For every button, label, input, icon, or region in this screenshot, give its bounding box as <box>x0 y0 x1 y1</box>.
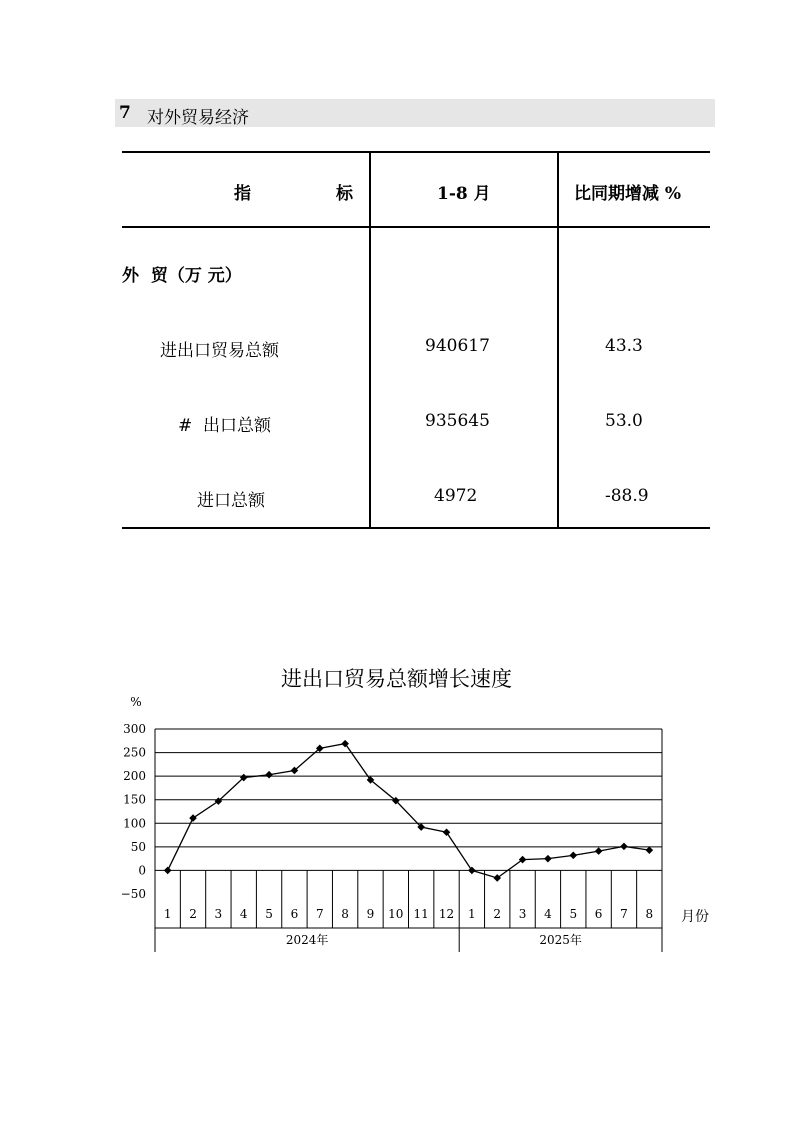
x-tick-label: 7 <box>620 907 628 921</box>
y-tick-label: 250 <box>123 745 146 760</box>
x-tick-label: 5 <box>265 907 273 921</box>
row-value: 4972 <box>434 486 478 506</box>
x-tick-label: 9 <box>366 907 375 921</box>
x-tick-label: 8 <box>645 907 654 921</box>
data-point <box>164 867 172 875</box>
data-point <box>595 847 603 855</box>
x-tick-label: 2 <box>189 907 197 921</box>
x-tick-label: 3 <box>518 907 527 921</box>
row-label: # 出口总额 <box>178 416 272 436</box>
section-title: 对外贸易经济 <box>147 108 249 128</box>
x-tick-label: 8 <box>341 907 349 921</box>
row-change: -88.9 <box>605 486 649 506</box>
x-axis-label: 月份 <box>681 909 709 925</box>
year-label: 2025年 <box>539 933 582 947</box>
section-number: 7 <box>119 103 131 123</box>
row-change: 53.0 <box>605 411 643 431</box>
y-tick-label: 0 <box>138 863 146 878</box>
data-point <box>341 740 349 748</box>
x-tick-label: 7 <box>315 907 324 921</box>
y-tick-label: 300 <box>123 722 146 736</box>
y-tick-label: 200 <box>123 769 146 784</box>
header-period: 1-8 月 <box>437 184 491 204</box>
y-tick-label: 150 <box>123 792 146 807</box>
header-indicator: 指 标 <box>234 184 353 204</box>
group-label: 外 贸（万 元） <box>122 266 242 286</box>
row-label: 进口总额 <box>197 491 265 511</box>
y-axis-unit: % <box>130 695 142 709</box>
x-tick-label: 2 <box>493 907 502 921</box>
data-point <box>620 843 628 851</box>
data-point <box>646 846 654 854</box>
x-tick-label: 6 <box>290 907 299 921</box>
year-label: 2024年 <box>285 933 329 947</box>
x-tick-label: 11 <box>413 907 429 921</box>
x-tick-label: 12 <box>438 907 455 921</box>
chart-title: 进出口贸易总额增长速度 <box>281 667 512 691</box>
x-tick-label: 4 <box>544 907 552 921</box>
data-point <box>468 867 476 875</box>
y-tick-label: 100 <box>123 816 146 831</box>
data-point <box>189 814 197 822</box>
row-change: 43.3 <box>605 336 643 356</box>
x-tick-label: 3 <box>214 907 223 921</box>
y-tick-label: −50 <box>120 887 146 901</box>
data-point <box>265 771 273 779</box>
x-tick-label: 5 <box>569 907 578 921</box>
x-tick-label: 6 <box>594 907 603 921</box>
series-line <box>168 744 650 878</box>
row-value: 935645 <box>425 411 490 431</box>
y-tick-label: 50 <box>130 839 146 854</box>
data-point <box>544 855 552 863</box>
row-label: 进出口贸易总额 <box>160 341 279 361</box>
header-change: 比同期增减 % <box>574 184 682 204</box>
data-point <box>569 852 577 860</box>
x-tick-label: 1 <box>468 907 476 921</box>
x-tick-label: 10 <box>388 907 404 921</box>
row-value: 940617 <box>425 336 490 356</box>
x-tick-label: 1 <box>163 907 172 921</box>
x-tick-label: 4 <box>239 907 248 921</box>
data-point <box>443 828 451 836</box>
